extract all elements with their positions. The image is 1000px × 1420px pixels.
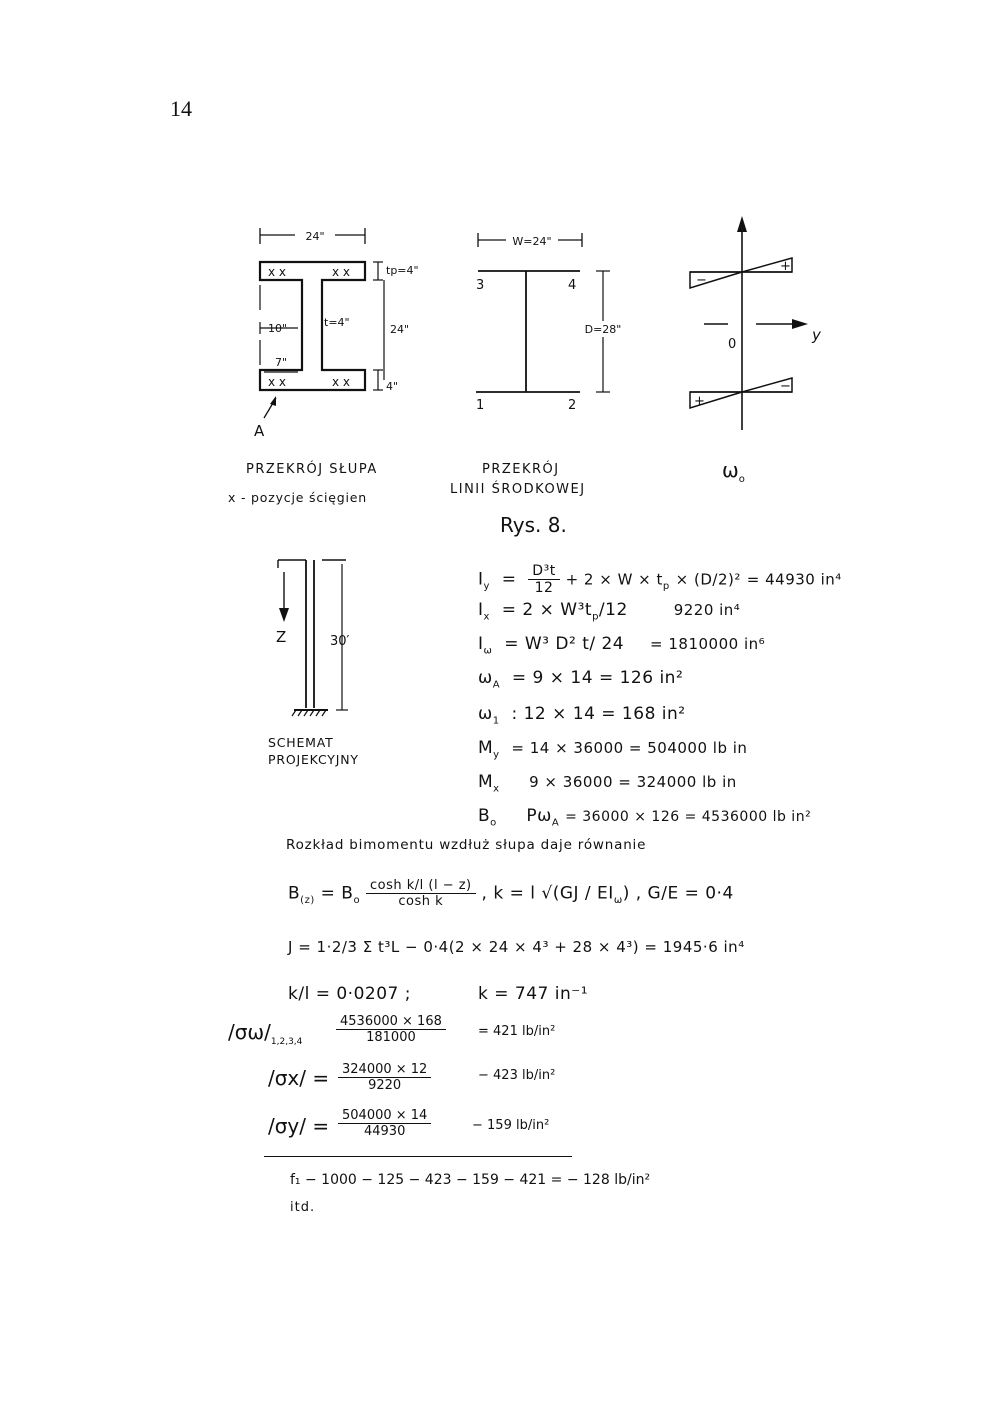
eq-iw: $I_\omega = W^3$ D² t/ 24 = 1810000 in⁶ [478, 634, 766, 657]
caption-centerline-1: PRZEKRÓJ [482, 462, 560, 477]
stress-y-result: − 159 lb/in² [472, 1118, 550, 1133]
formula-kl: k/l = 0·0207 ; [288, 984, 411, 1004]
omega-plus-bottom: + [694, 394, 705, 409]
stress-x-fraction: $\frac{324000 \times 12}{9220}$ [338, 1062, 431, 1093]
eq-omega-1: $\omega_1$ : 12 × 14 = 168 in² [478, 704, 686, 727]
caption-column-section: PRZEKRÓJ SŁUPA [246, 462, 378, 477]
stress-x-result: − 423 lb/in² [478, 1068, 556, 1083]
tendon-marks-tr: x x [332, 265, 351, 279]
stress-y-label: /σy/ = [268, 1114, 330, 1138]
point-1: 1 [476, 398, 485, 413]
projection-scheme-diagram [270, 550, 380, 725]
dim-bottom-4: 4" [386, 380, 399, 393]
eq-iy: $I_y$ = $\frac{\text{D³t}}{12}$ + $2 \times W \times t_p \times (D/2)^2 = 44930$ in⁴ [478, 563, 842, 596]
result-f1: f₁ − 1000 − 125 − 423 − 159 − 421 = − 128 lb/in² [290, 1172, 651, 1188]
scheme-caption-2: PROJEKCYJNY [268, 752, 359, 767]
tendon-marks-br: x x [332, 375, 351, 389]
page-number: 14 [170, 96, 192, 121]
centerline-section-diagram [470, 225, 650, 425]
origin-label: 0 [728, 337, 737, 352]
formula-bz: $B_{(z)} = B_o$ $\frac{\text{cosh k/l (l − z)}}{\text{cosh k}}$ , k = l $√(GJ / EI_\omega)$ , G/E = 0·4 [288, 878, 734, 909]
stress-y-fraction: $\frac{504000 \times 14}{44930}$ [338, 1108, 431, 1139]
eq-mx: $M_x$ 9 × 36000 = 324000 lb in [478, 772, 737, 795]
length-30: 30′ [330, 634, 350, 649]
stress-omega-label: $/\sigma\omega/_{1,2,3,4}$ [228, 1020, 303, 1047]
dim-height-24: 24" [390, 323, 410, 336]
sum-rule-line [264, 1156, 572, 1157]
dim-ten: 10" [268, 322, 288, 335]
stress-x-label: /σx/ = [268, 1066, 330, 1090]
stress-omega-result: = 421 lb/in² [478, 1024, 556, 1039]
caption-omega: $\omega_o$ [722, 458, 745, 485]
eq-omega-a: $\omega_A = 9 \times 14 = 126$ in² [478, 668, 684, 691]
etc-label: itd. [290, 1200, 316, 1215]
tendon-marks-bl: x x [268, 375, 287, 389]
scheme-caption-1: SCHEMAT [268, 735, 334, 750]
omega-minus-top: − [696, 273, 707, 288]
axis-y-label: y [812, 326, 821, 344]
point-4: 4 [568, 278, 577, 293]
legend-tendon-positions: x - pozycje ścięgien [228, 490, 367, 505]
figure-title: Rys. 8. [500, 513, 567, 537]
eq-ix: $I_x = 2 \times W^3t_p/12$ 9220 in⁴ [478, 600, 741, 623]
tendon-marks-tl: x x [268, 265, 287, 279]
caption-centerline-2: LINII ŚRODKOWEJ [450, 482, 586, 497]
dim-width-24: 24" [305, 230, 325, 243]
formula-j: J = 1·2/3 Σ t³L − 0·4(2 × 24 × 4³ + 28 × 4³) = 1945·6 in⁴ [288, 938, 745, 956]
point-2: 2 [568, 398, 577, 413]
column-section-diagram [240, 220, 440, 450]
dim-seven: 7" [275, 356, 288, 369]
omega-diagram [680, 210, 840, 440]
point-a-label: A [254, 422, 265, 440]
stress-omega-fraction: $\frac{4536000 \times 168}{181000}$ [336, 1014, 446, 1045]
omega-plus-top: + [780, 259, 791, 274]
point-3: 3 [476, 278, 485, 293]
dim-d: D=28" [584, 323, 622, 336]
z-axis-label: Z [276, 628, 287, 646]
dim-tp: tp=4" [386, 264, 419, 277]
sentence-bimoment: Rozkład bimomentu wzdłuż słupa daje równanie [286, 837, 647, 853]
eq-my: $M_y = 14 \times 36000 = 504000$ lb in [478, 738, 748, 761]
formula-k: k = 747 in⁻¹ [478, 984, 589, 1004]
omega-minus-bottom: − [780, 379, 791, 394]
eq-b0: $B_o$ $P\omega_A = 36000 \times 126 = 4536000$ lb in² [478, 806, 812, 829]
dim-w: W=24" [512, 235, 552, 248]
dim-t: t=4" [324, 316, 350, 329]
